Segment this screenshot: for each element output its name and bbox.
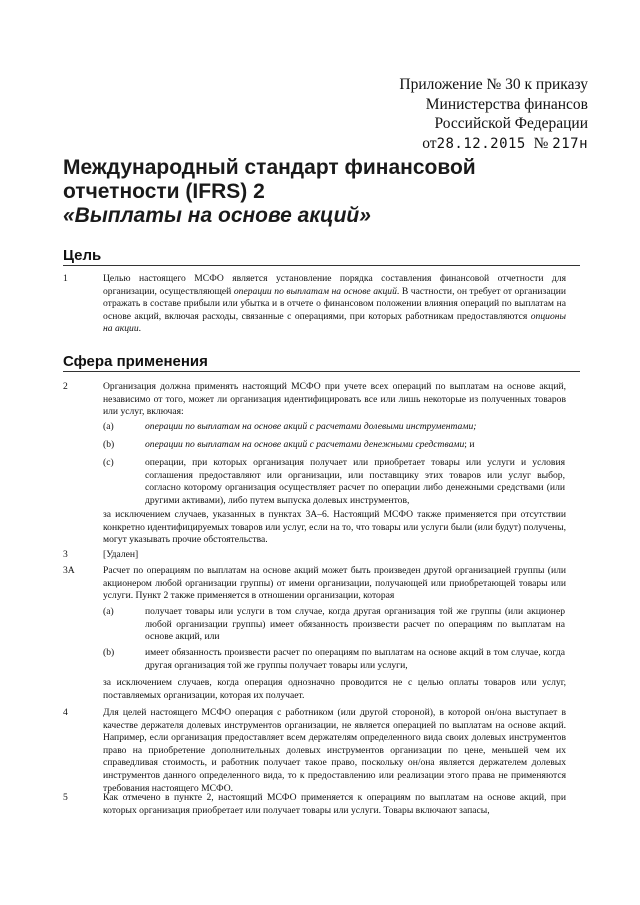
subitem-2b [145, 439, 565, 452]
subitem-letter-3a-b: (b) [103, 647, 115, 658]
standard-title [63, 156, 583, 228]
paragraph-3: [Удален] [103, 549, 139, 560]
subitem-letter-2c: (c) [103, 457, 114, 468]
subitem-letter-3a-a: (a) [103, 606, 114, 617]
number-value: 217н [552, 135, 588, 152]
title-line-2: отчетности (IFRS) 2 [63, 180, 265, 203]
paragraph-number-3: 3 [63, 549, 68, 560]
subitem-2a: операции по выплатам на основе акций с расчетами долевыми инструментами; [145, 421, 477, 432]
paragraph-1-part-b: . В частности, он требует от организации отражать в составе прибыли или убытка и в отчете о финансовом положении влияния операций по выплатам на основе акций, включая расходы, связанные с операциями, при которых работникам предоставляются [103, 285, 566, 322]
paragraph-3a: Расчет по операциям по выплатам на основе акций может быть произведен другой организацией группы (или акционером любой организации группы) от имени организации, получающей или приобретающей товары или услуги. Пункт 2 также применяется в отношении организации, которая [103, 565, 566, 602]
subitem-2c: операции, при которых организация получает или приобретает товары или услуги и условия соглашения предоставляют или организации, или поставщику этих товаров или услуг выбор, согласно которому организация осуществляет расчет по операции либо денежными средствами (или другими активами), либо путем выпуска долевых инструментов, [145, 457, 565, 506]
appendix-line-2: Министерства финансов [425, 95, 588, 113]
subitem-3a-b: имеет обязанность произвести расчет по операциям по выплатам на основе акций в том случае, когда другая организация той же группы получает товары или услуги, [145, 647, 565, 671]
paragraph-number-3a: 3А [63, 565, 75, 576]
paragraph-number-5: 5 [63, 792, 68, 803]
date-prefix: от [422, 134, 437, 152]
section-heading-goal: Цель [63, 247, 580, 266]
subitem-2b-suffix: ; и [464, 439, 475, 450]
subitem-3a-a: получает товары или услуги в том случае, когда другая организация той же группы (или акционер любой организации группы) имеет обязанность произвести расчет по операциям по выплатам на основе акций, или [145, 606, 565, 643]
title-line-3: «Выплаты на основе акций» [63, 204, 371, 227]
paragraph-5: Как отмечено в пункте 2, настоящий МСФО применяется к операциям по выплатам на основе акций, при которых организация приобретает или получает товары или услуги. Товары включают запасы, [103, 792, 566, 816]
number-prefix: № [533, 134, 549, 152]
paragraph-2-tail: за исключением случаев, указанных в пунктах 3А–6. Настоящий МСФО также применяется при отсутствии конкретно идентифицируемых товаров или услуг, если на то, что товары или услуги были (или будут) получены, могут указывать прочие обстоятельства. [103, 509, 566, 546]
subitem-2b-term: операции по выплатам на основе акций с расчетами денежными средствами [145, 439, 465, 450]
subitem-letter-2b: (b) [103, 439, 115, 450]
term-share-options: опционы на акции [103, 310, 566, 335]
paragraph-1-part-c: . [138, 323, 142, 335]
paragraph-number-1: 1 [63, 273, 68, 284]
paragraph-3a-tail: за исключением случаев, когда операция однозначно проводится не с целью оплаты товаров или услуг, поставляемых организации, которая их получает. [103, 677, 566, 701]
date-value: 28.12.2015 [436, 135, 526, 152]
paragraph-number-2: 2 [63, 381, 68, 392]
appendix-date-line [288, 134, 588, 155]
term-share-based-payments: операции по выплатам на основе акций [233, 285, 397, 297]
paragraph-1-part-a: Целью настоящего МСФО является установление порядка составления финансовой отчетности для организации, осуществляющей [103, 273, 566, 297]
appendix-line-3: Российской Федерации [434, 115, 588, 132]
appendix-line-1: Приложение № 30 к приказу [399, 76, 588, 93]
paragraph-4: Для целей настоящего МСФО операция с работником (или другой стороной), в которой он/она выступает в качестве держателя долевых инструментов организации, не является операцией по выплатам на основе акций. Например, если организация предоставляет всем держателям определенного вида своих долевых инструментов право на приобретение дополнительных долевых инструментов организации по цене, меньшей чем их справедливая стоимость, и работник получает такое право, поскольку он/она является держателем долевых инструментов данного определенного вида, то к предоставлению или реализации этого права не применяются требования настоящего МСФО. [103, 707, 566, 794]
title-line-1: Международный стандарт финансовой [63, 156, 476, 179]
paragraph-number-4: 4 [63, 707, 68, 718]
appendix-header [288, 75, 588, 154]
section-heading-scope: Сфера применения [63, 353, 580, 372]
paragraph-2: Организация должна применять настоящий МСФО при учете всех операций по выплатам на основе акций, независимо от того, может ли организация идентифицировать все или лишь некоторые из полученных товаров или услуг, включая: [103, 381, 566, 418]
paragraph-1 [103, 273, 566, 336]
subitem-letter-2a: (a) [103, 421, 114, 432]
